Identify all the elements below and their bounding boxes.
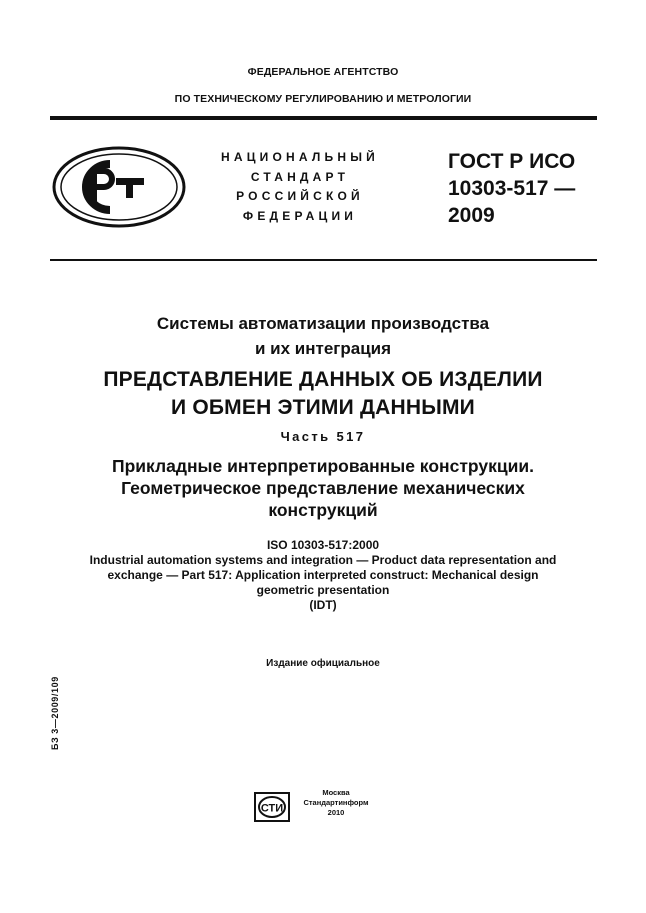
- system-title-line-1: Системы автоматизации производства: [156, 314, 490, 333]
- iso-identity: (IDT): [309, 598, 337, 612]
- main-title: [0, 366, 646, 422]
- iso-number: ISO 10303-517:2000: [266, 538, 380, 552]
- title-rule: [50, 259, 597, 261]
- publisher-logo-text: СТИ: [260, 802, 284, 815]
- iso-title-line-2: exchange — Part 517: Application interpreted construct: Mechanical design: [107, 568, 539, 582]
- agency-line-1: ФЕДЕРАЛЬНОЕ АГЕНТСТВО: [247, 66, 399, 78]
- standard-type-line-3: РОССИЙСКОЙ: [236, 189, 364, 203]
- standard-type: [205, 148, 395, 226]
- standard-type-line-1: НАЦИОНАЛЬНЫЙ: [220, 150, 380, 164]
- subtitle-line-3: конструкций: [268, 500, 378, 520]
- iso-block: [0, 538, 646, 613]
- publisher-logo: [254, 792, 290, 822]
- subtitle: [0, 455, 646, 521]
- iso-title-line-3: geometric presentation: [256, 583, 390, 597]
- rst-certification-mark-icon: [52, 146, 186, 228]
- publisher-name: Стандартинформ: [303, 798, 369, 807]
- system-title-line-2: и их интеграция: [254, 339, 392, 358]
- designation-line-2: 10303-517 —: [448, 177, 576, 200]
- main-title-line-1: ПРЕДСТАВЛЕНИЕ ДАННЫХ ОБ ИЗДЕЛИИ: [103, 368, 543, 391]
- system-title: [0, 311, 646, 361]
- agency-line-2: ПО ТЕХНИЧЕСКОМУ РЕГУЛИРОВАНИЮ И МЕТРОЛОГИИ: [174, 93, 472, 105]
- publisher-info: [296, 788, 376, 818]
- standartinform-logo-icon: [254, 792, 290, 822]
- edition-label: Издание официальное: [266, 658, 380, 669]
- publisher-city: Москва: [322, 788, 350, 797]
- header-rule: [50, 116, 597, 120]
- standard-designation: [448, 148, 575, 229]
- subtitle-line-1: Прикладные интерпретированные конструкции.: [112, 456, 534, 476]
- part-label: Часть 517: [280, 429, 366, 444]
- side-code: БЗ 3—2009/109: [50, 676, 60, 750]
- standard-type-line-2: СТАНДАРТ: [250, 169, 350, 184]
- iso-title-line-1: Industrial automation systems and integration — Product data representation and: [89, 553, 557, 567]
- subtitle-line-2: Геометрическое представление механических: [121, 478, 525, 498]
- designation-line-1: ГОСТ Р ИСО: [448, 150, 576, 173]
- publisher-year: 2010: [327, 808, 345, 817]
- rst-logo: [52, 146, 186, 228]
- designation-line-3: 2009: [448, 204, 495, 227]
- main-title-line-2: И ОБМЕН ЭТИМИ ДАННЫМИ: [171, 396, 475, 419]
- standard-type-line-4: ФЕДЕРАЦИИ: [242, 208, 358, 223]
